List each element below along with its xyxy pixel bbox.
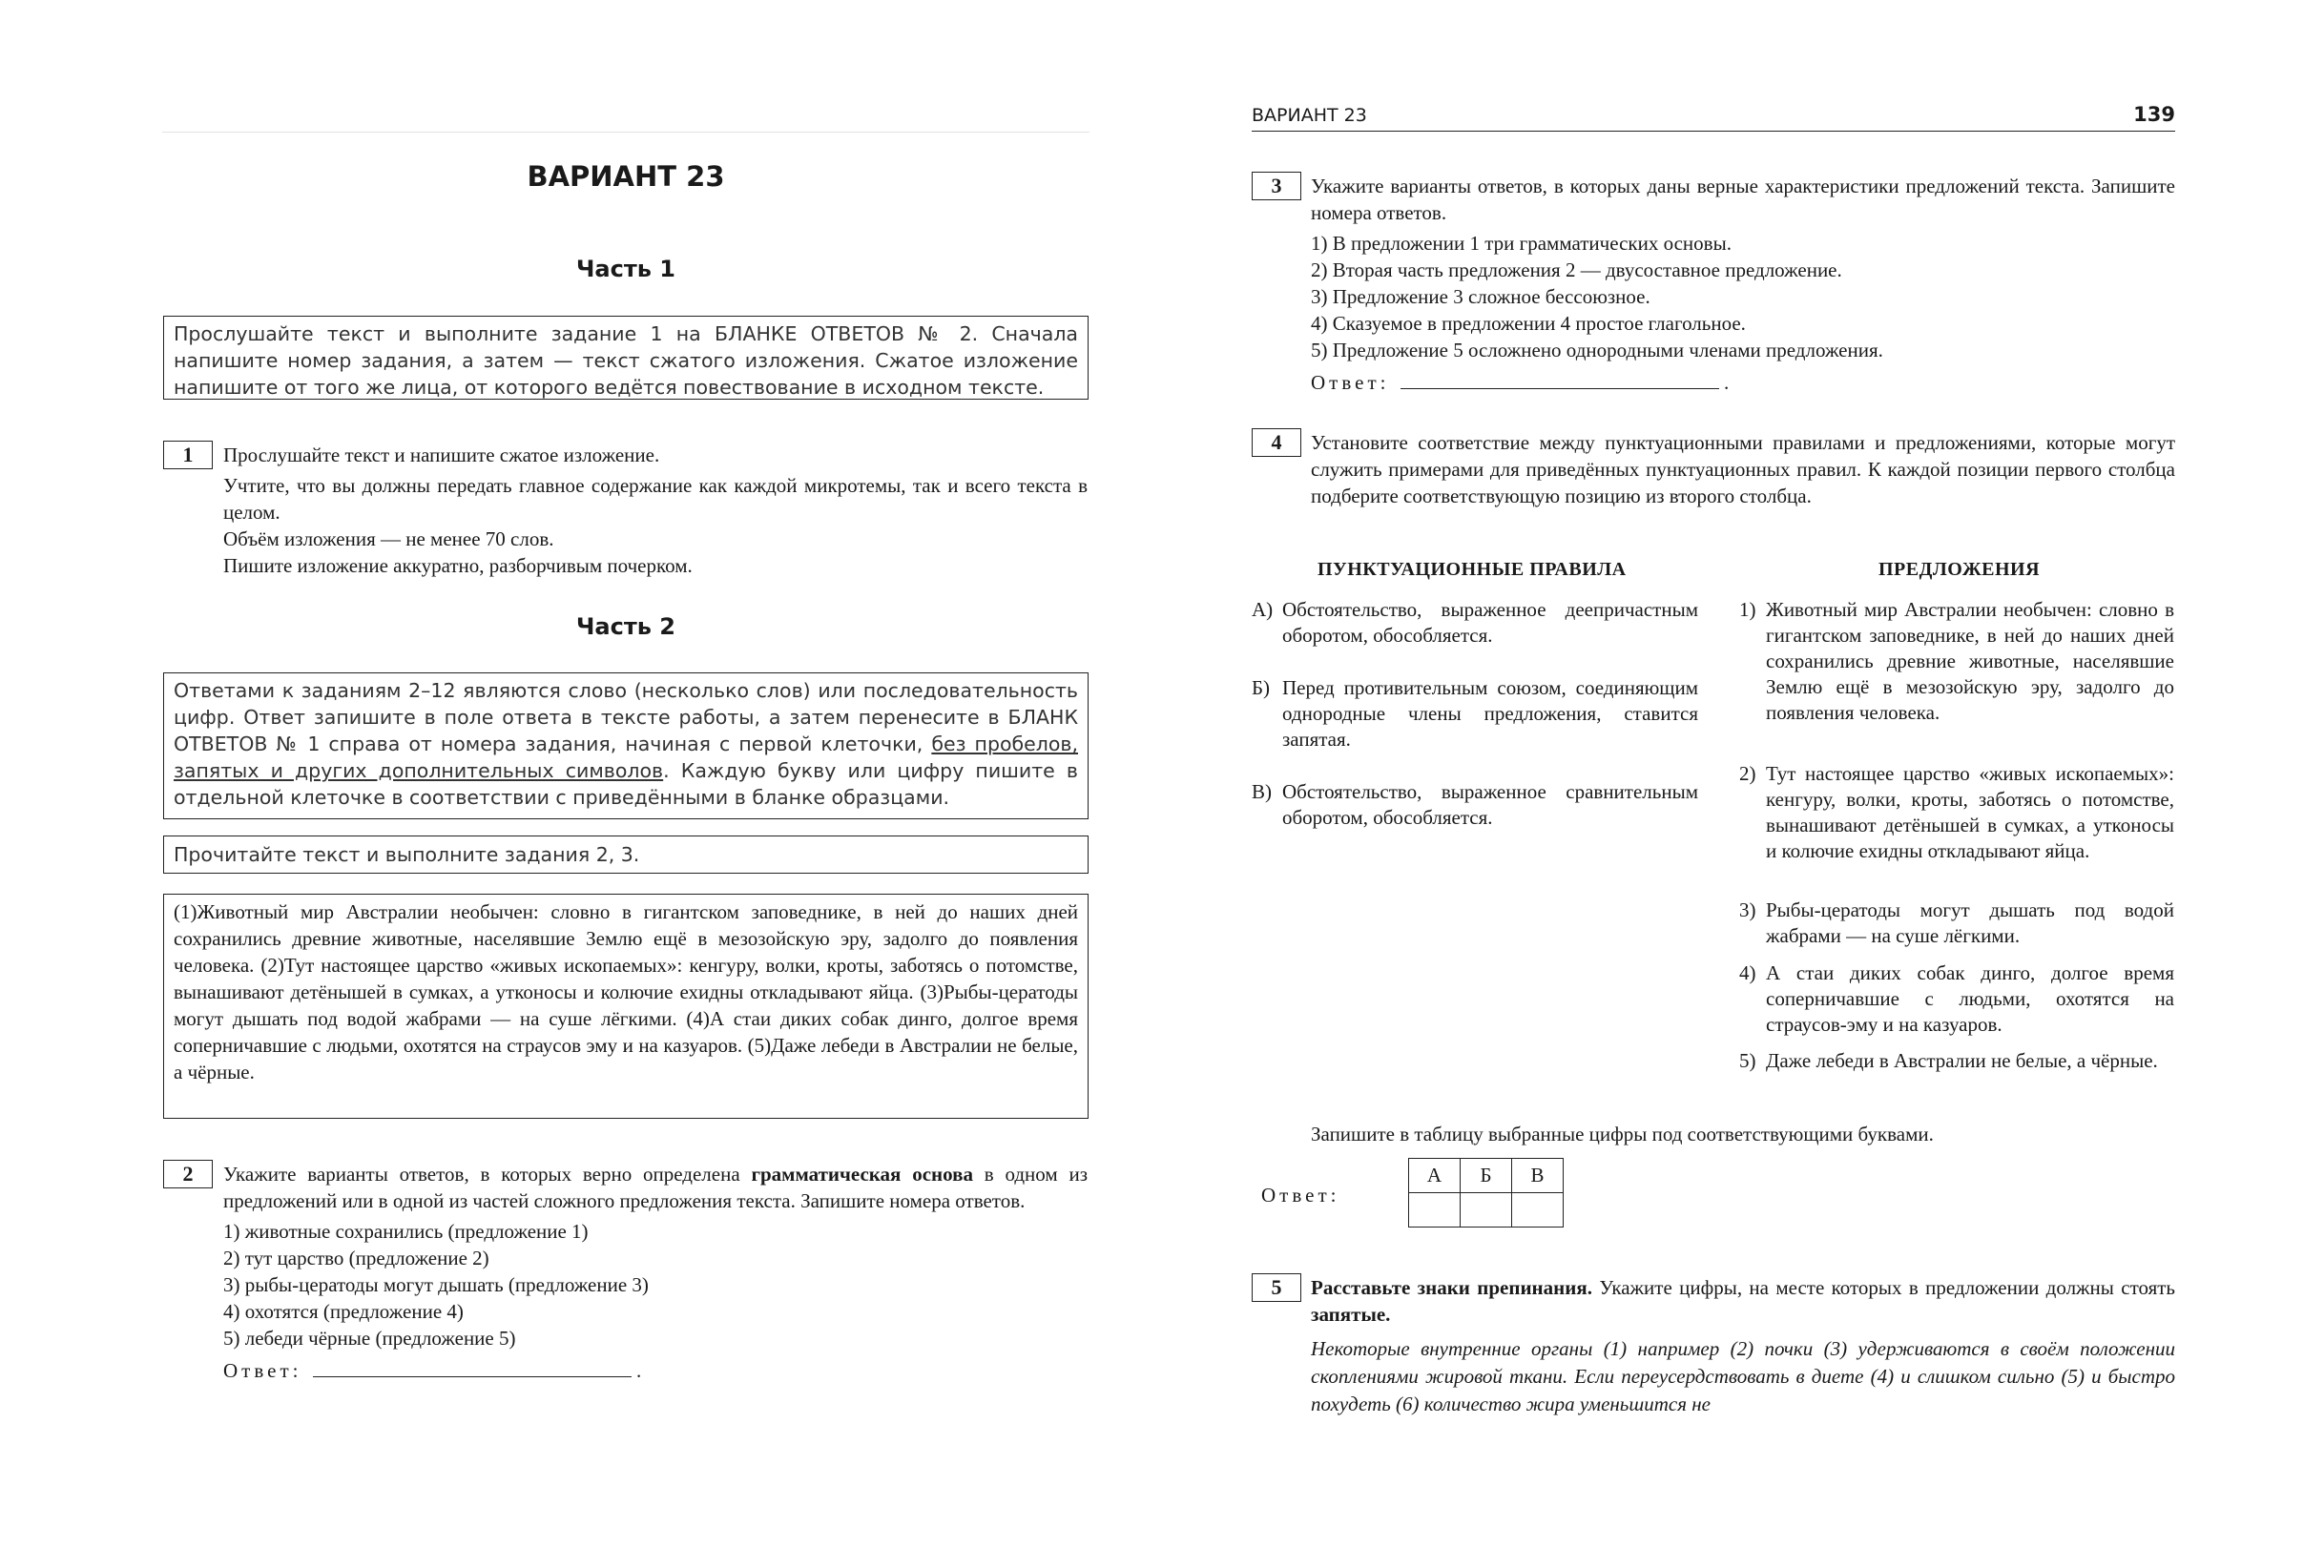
task5-prompt-bold1: Расставьте знаки препинания. (1311, 1276, 1592, 1299)
sentence-text: А стаи диких собак динго, долгое время соперничавшие с людьми, охотятся на страусов-эму и на казуаров. (1766, 961, 2174, 1036)
sentence-text: Животный мир Австралии необычен: словно в гигантском заповеднике, в ней до наших дней сохранились древние животные, населявшие Землю ещё в мезозойскую эру, задолго до появления человека. (1766, 598, 2174, 724)
task5-prompt-mid: Укажите цифры, на месте которых в предложении должны стоять (1591, 1276, 2175, 1299)
part1-heading: Часть 1 (576, 256, 675, 282)
task3-options (1311, 230, 2175, 363)
rule-text: Обстоятельство, выраженное деепричастным оборотом, обособляется. (1282, 598, 1698, 647)
source-text: (1)Животный мир Австралии необычен: словно в гигантском заповеднике, в ней до наших дней сохранились древние животные, населявшие Землю ещё в мезозойскую эру, задолго до появления человека. (2)Тут настоящее царство «живых ископаемых»: кенгуру, волки, кроты, заботясь о потомстве, вынашивают детёнышей в сумках, а утконосы и колючие ехидны откладывают яйца. (3)Рыбы-цератоды могут дышать под водой жабрами — на суше лёгкими. (4)А стаи диких собак динго, долгое время соперничавшие с людьми, охотятся на страусов эму и на казуаров. (5)Даже лебеди в Австралии не белые, а чёрные. (174, 900, 1078, 1083)
task2-number: 2 (163, 1160, 213, 1188)
answer-cell[interactable] (1512, 1193, 1564, 1228)
sentence-item-1 (1739, 597, 2174, 726)
answer-table-header: А (1409, 1159, 1461, 1193)
task2-option: 4) охотятся (предложение 4) (223, 1300, 464, 1323)
task2-answer-label: Ответ: (223, 1359, 302, 1382)
task2-option: 2) тут царство (предложение 2) (223, 1247, 489, 1269)
task2-prompt-start: Укажите варианты ответов, в которых верно определена (223, 1163, 752, 1186)
task2-option: 3) рыбы-цератоды могут дышать (предложение 3) (223, 1273, 649, 1296)
part2-instruction-box (163, 672, 1089, 819)
task2-answer-row: Ответ: . (223, 1359, 642, 1382)
answer-cell[interactable] (1461, 1193, 1512, 1228)
task2-option: 5) лебеди чёрные (предложение 5) (223, 1327, 516, 1350)
task3-option: 4) Сказуемое в предложении 4 простое глагольное. (1311, 312, 1746, 335)
part1-instruction-box (163, 316, 1089, 400)
source-text-box (163, 894, 1089, 1119)
top-rule (162, 132, 1089, 133)
task4-prompt: Установите соответствие между пунктуационными правилами и предложениями, которые могут служить примерами для приведённых пунктуационных правил. К каждой позиции первого столбца подберите соответствующую позицию из второго столбца. (1311, 431, 2175, 507)
task2-options (223, 1218, 1088, 1351)
table-instruction: Запишите в таблицу выбранные цифры под соответствующими буквами. (1311, 1123, 1934, 1145)
running-head-rule (1252, 131, 2175, 132)
rule-item-c (1252, 779, 1698, 831)
answer-cell[interactable] (1409, 1193, 1461, 1228)
part2-instruction-end: . Каждую букву или цифру пишите в отдельной клеточке в соответствии с приведёнными в бланке образцами. (174, 759, 1078, 809)
task3-answer-label: Ответ: (1311, 371, 1390, 394)
task5-text: Некоторые внутренние органы (1) например (2) почки (3) удерживаются в своём положении скоплениями жировой ткани. Если переусердствовать в диете (4) и слишком сильно (5) и быстро похудеть (6) количество жира уменьшится не (1311, 1337, 2175, 1415)
task1-line2: Учтите, что вы должны передать главное содержание как каждой микротемы, так и всего текста в целом. (223, 474, 1088, 524)
sentence-item-2 (1739, 761, 2174, 864)
task3-number: 3 (1252, 172, 1301, 200)
part2-heading: Часть 2 (576, 613, 675, 640)
answer-table-header: Б (1461, 1159, 1512, 1193)
task1-line1: Прослушайте текст и напишите сжатое изложение. (223, 444, 660, 466)
task2 (223, 1161, 1088, 1384)
rule-item-a (1252, 597, 1698, 649)
rules-heading: ПУНКТУАЦИОННЫЕ ПРАВИЛА (1318, 559, 1627, 580)
sentence-text: Рыбы-цератоды могут дышать под водой жабрами — на суше лёгкими. (1766, 898, 2174, 947)
rule-item-b (1252, 675, 1698, 753)
running-head-title: ВАРИАНТ 23 (1252, 105, 1367, 126)
task4-answer-label: Ответ: (1261, 1184, 1340, 1207)
rule-text: Перед противительным союзом, соединяющим однородные члены предложения, ставится запятая. (1282, 676, 1698, 751)
task3-prompt: Укажите варианты ответов, в которых даны верные характеристики предложений текста. Запишите номера ответов. (1311, 175, 2175, 224)
task2-prompt-bold: грамматическая основа (751, 1163, 973, 1186)
task2-prompt-end: в одном из предложений или в одной из частей сложного предложения текста. Запишите номера ответов. (223, 1163, 1088, 1212)
read-instruction-box (163, 836, 1089, 874)
sentence-label: 2) (1739, 762, 1756, 785)
part2-instruction-underlined: без пробелов, запятых и других дополнительных символов (174, 732, 1078, 782)
task4-number: 4 (1252, 428, 1301, 457)
task5-number: 5 (1252, 1273, 1301, 1302)
sentences-heading: ПРЕДЛОЖЕНИЯ (1878, 559, 2041, 580)
sentence-label: 4) (1739, 961, 1756, 984)
task2-answer-field[interactable] (313, 1357, 632, 1377)
task1-line4: Пишите изложение аккуратно, разборчивым почерком. (223, 554, 693, 577)
task3 (1311, 173, 2175, 396)
page-number: 139 (2133, 103, 2175, 126)
task1 (223, 442, 1088, 579)
task3-option: 1) В предложении 1 три грамматических основы. (1311, 232, 1732, 255)
answer-table-header: В (1512, 1159, 1564, 1193)
rule-text: Обстоятельство, выраженное сравнительным оборотом, обособляется. (1282, 780, 1698, 829)
task3-option: 2) Вторая часть предложения 2 — двусоставное предложение. (1311, 258, 1842, 281)
task3-answer-field[interactable] (1401, 369, 1719, 389)
task5 (1311, 1274, 2175, 1418)
sentence-label: 3) (1739, 898, 1756, 921)
part2-instruction-start: Ответами к заданиям 2–12 являются слово (несколько слов) или последовательность цифр. Ответ запишите в поле ответа в тексте работы, а затем перенесите в БЛАНК ОТВЕТОВ № 1 справа от номера задания, начиная с первой клеточки, (174, 679, 1078, 755)
read-instruction: Прочитайте текст и выполните задания 2, 3. (174, 843, 640, 866)
sentence-text: Тут настоящее царство «живых ископаемых»: кенгуру, волки, кроты, заботясь о потомстве, вынашивают детёнышей в сумках, а утконосы и колючие ехидны откладывают яйца. (1766, 762, 2174, 862)
task5-prompt-bold2: запятые. (1311, 1303, 1391, 1326)
part1-instruction: Прослушайте текст и выполните задание 1 на БЛАНКЕ ОТВЕТОВ № 2. Сначала напишите номер задания, а затем — текст сжатого изложения. Сжатое изложение напишите от того же лица, от которого ведётся повествование в исходном тексте. (174, 322, 1078, 399)
sentence-label: 5) (1739, 1049, 1756, 1072)
sentence-item-4 (1739, 960, 2174, 1038)
task4 (1311, 429, 2175, 509)
sentence-item-5 (1739, 1048, 2174, 1074)
task1-line3: Объём изложения — не менее 70 слов. (223, 527, 554, 550)
task2-option: 1) животные сохранились (предложение 1) (223, 1220, 589, 1243)
rule-label: В) (1252, 780, 1272, 803)
variant-title: ВАРИАНТ 23 (527, 160, 725, 193)
sentence-text: Даже лебеди в Австралии не белые, а чёрные. (1766, 1049, 2158, 1072)
sentence-item-3 (1739, 897, 2174, 949)
rule-label: Б) (1252, 676, 1271, 699)
running-head (1252, 105, 2175, 126)
task1-number: 1 (163, 441, 213, 469)
sentence-label: 1) (1739, 598, 1756, 621)
task3-answer-row: Ответ: . (1311, 371, 1730, 394)
task3-option: 5) Предложение 5 осложнено однородными членами предложения. (1311, 339, 1883, 361)
task3-option: 3) Предложение 3 сложное бессоюзное. (1311, 285, 1650, 308)
task4-answer-table (1408, 1158, 1564, 1228)
rule-label: А) (1252, 598, 1274, 621)
